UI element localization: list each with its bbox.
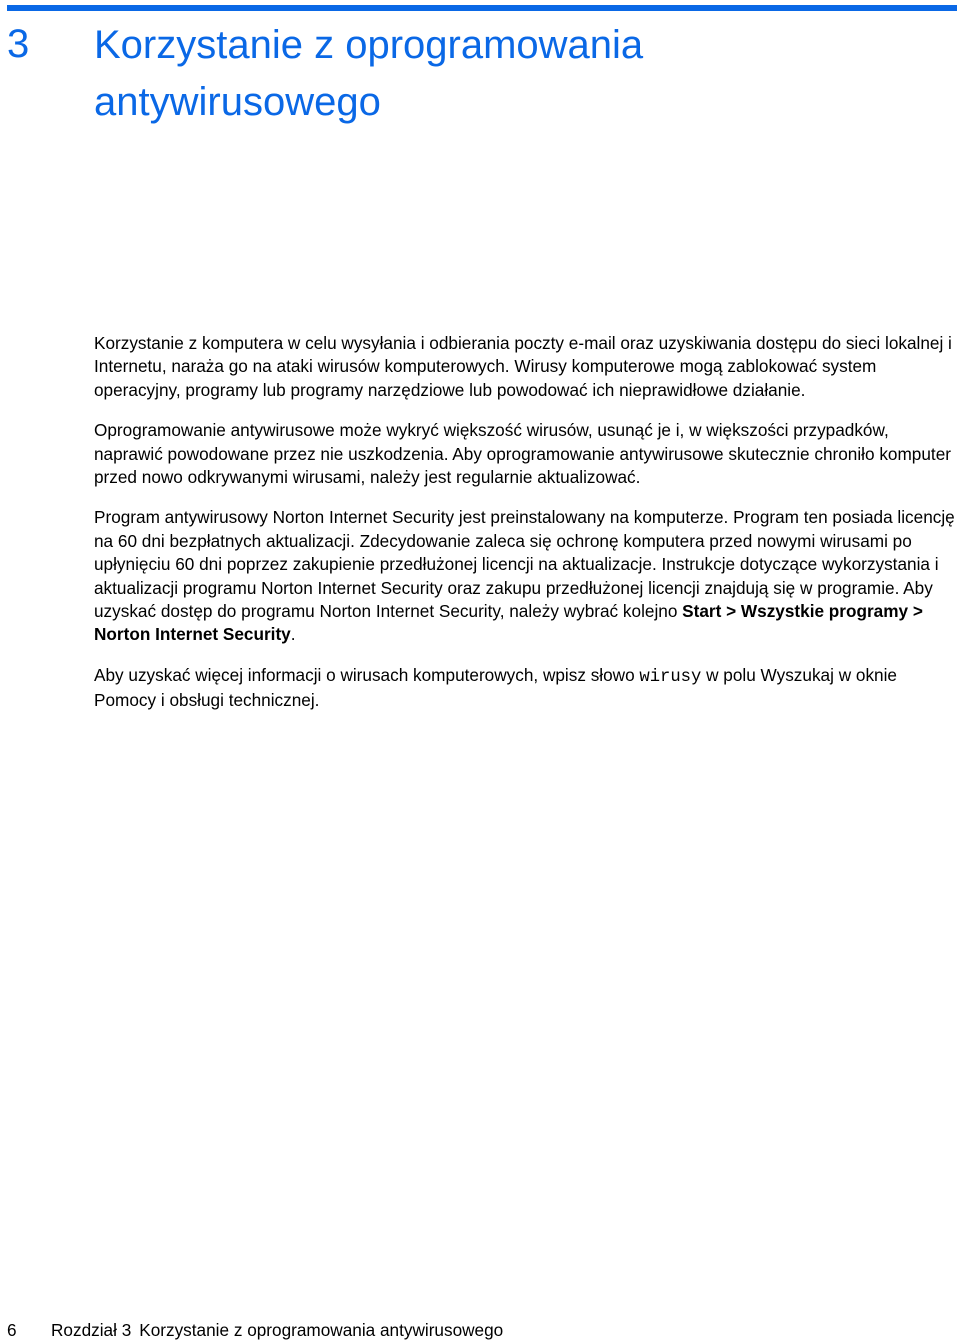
- page-number: 6: [7, 1320, 17, 1340]
- menu-path: Start > Wszystkie programy > Norton Internet Security: [94, 601, 923, 645]
- header-rule: [7, 5, 957, 11]
- search-keyword: wirusy: [639, 667, 702, 687]
- paragraph-4-end: w polu Wyszukaj w oknie Pomocy i obsługi technicznej.: [94, 664, 897, 711]
- body-text: [94, 332, 960, 730]
- paragraph-3-end: .: [290, 624, 296, 645]
- paragraph-2: Oprogramowanie antywirusowe może wykryć większość wirusów, usunąć je i, w większości przypadków, naprawić powodowane przez nie uszkodzenia. Aby oprogramowanie antywirusowe skutecznie chroniło komputer przed nowo odkrywanymi wirusami, należy jest regularnie aktualizować.: [94, 420, 951, 488]
- paragraph-3: [94, 506, 960, 646]
- chapter-title: Korzystanie z oprogramowania antywirusowego: [94, 23, 644, 124]
- paragraph-4-start: Aby uzyskać więcej informacji o wirusach komputerowych, wpisz słowo: [94, 664, 640, 685]
- paragraph-3-text: Program antywirusowy Norton Internet Security jest preinstalowany na komputerze. Program ten posiada licencję na 60 dni bezpłatnych aktualizacji. Zdecydowanie zaleca się ochronę komputera przed nowymi wirusami po upłynięciu 60 dni poprzez zakupienie przedłużonej licencji na aktualizacje. Instrukcje dotyczące wykorzystania i aktualizacji programu Norton Internet Security oraz zakupu przedłużonej licencji znajdują się w programie. Aby uzyskać dostęp do programu Norton Internet Security, należy wybrać kolejno: [94, 507, 955, 622]
- page-footer: [7, 1318, 503, 1342]
- paragraph-1: Korzystanie z komputera w celu wysyłania i odbierania poczty e-mail oraz uzyskiwania dostępu do sieci lokalnej i Internetu, naraża go na ataki wirusów komputerowych. Wirusy komputerowe mogą zablokować system operacyjny, programy lub programy narzędziowe lub powodować ich nieprawidłowe działanie.: [94, 333, 952, 400]
- footer-chapter-title: Korzystanie z oprogramowania antywirusowego: [139, 1320, 504, 1340]
- footer-chapter-label: Rozdział 3: [51, 1320, 132, 1340]
- chapter-number: 3: [7, 22, 30, 66]
- paragraph-4: [94, 664, 960, 713]
